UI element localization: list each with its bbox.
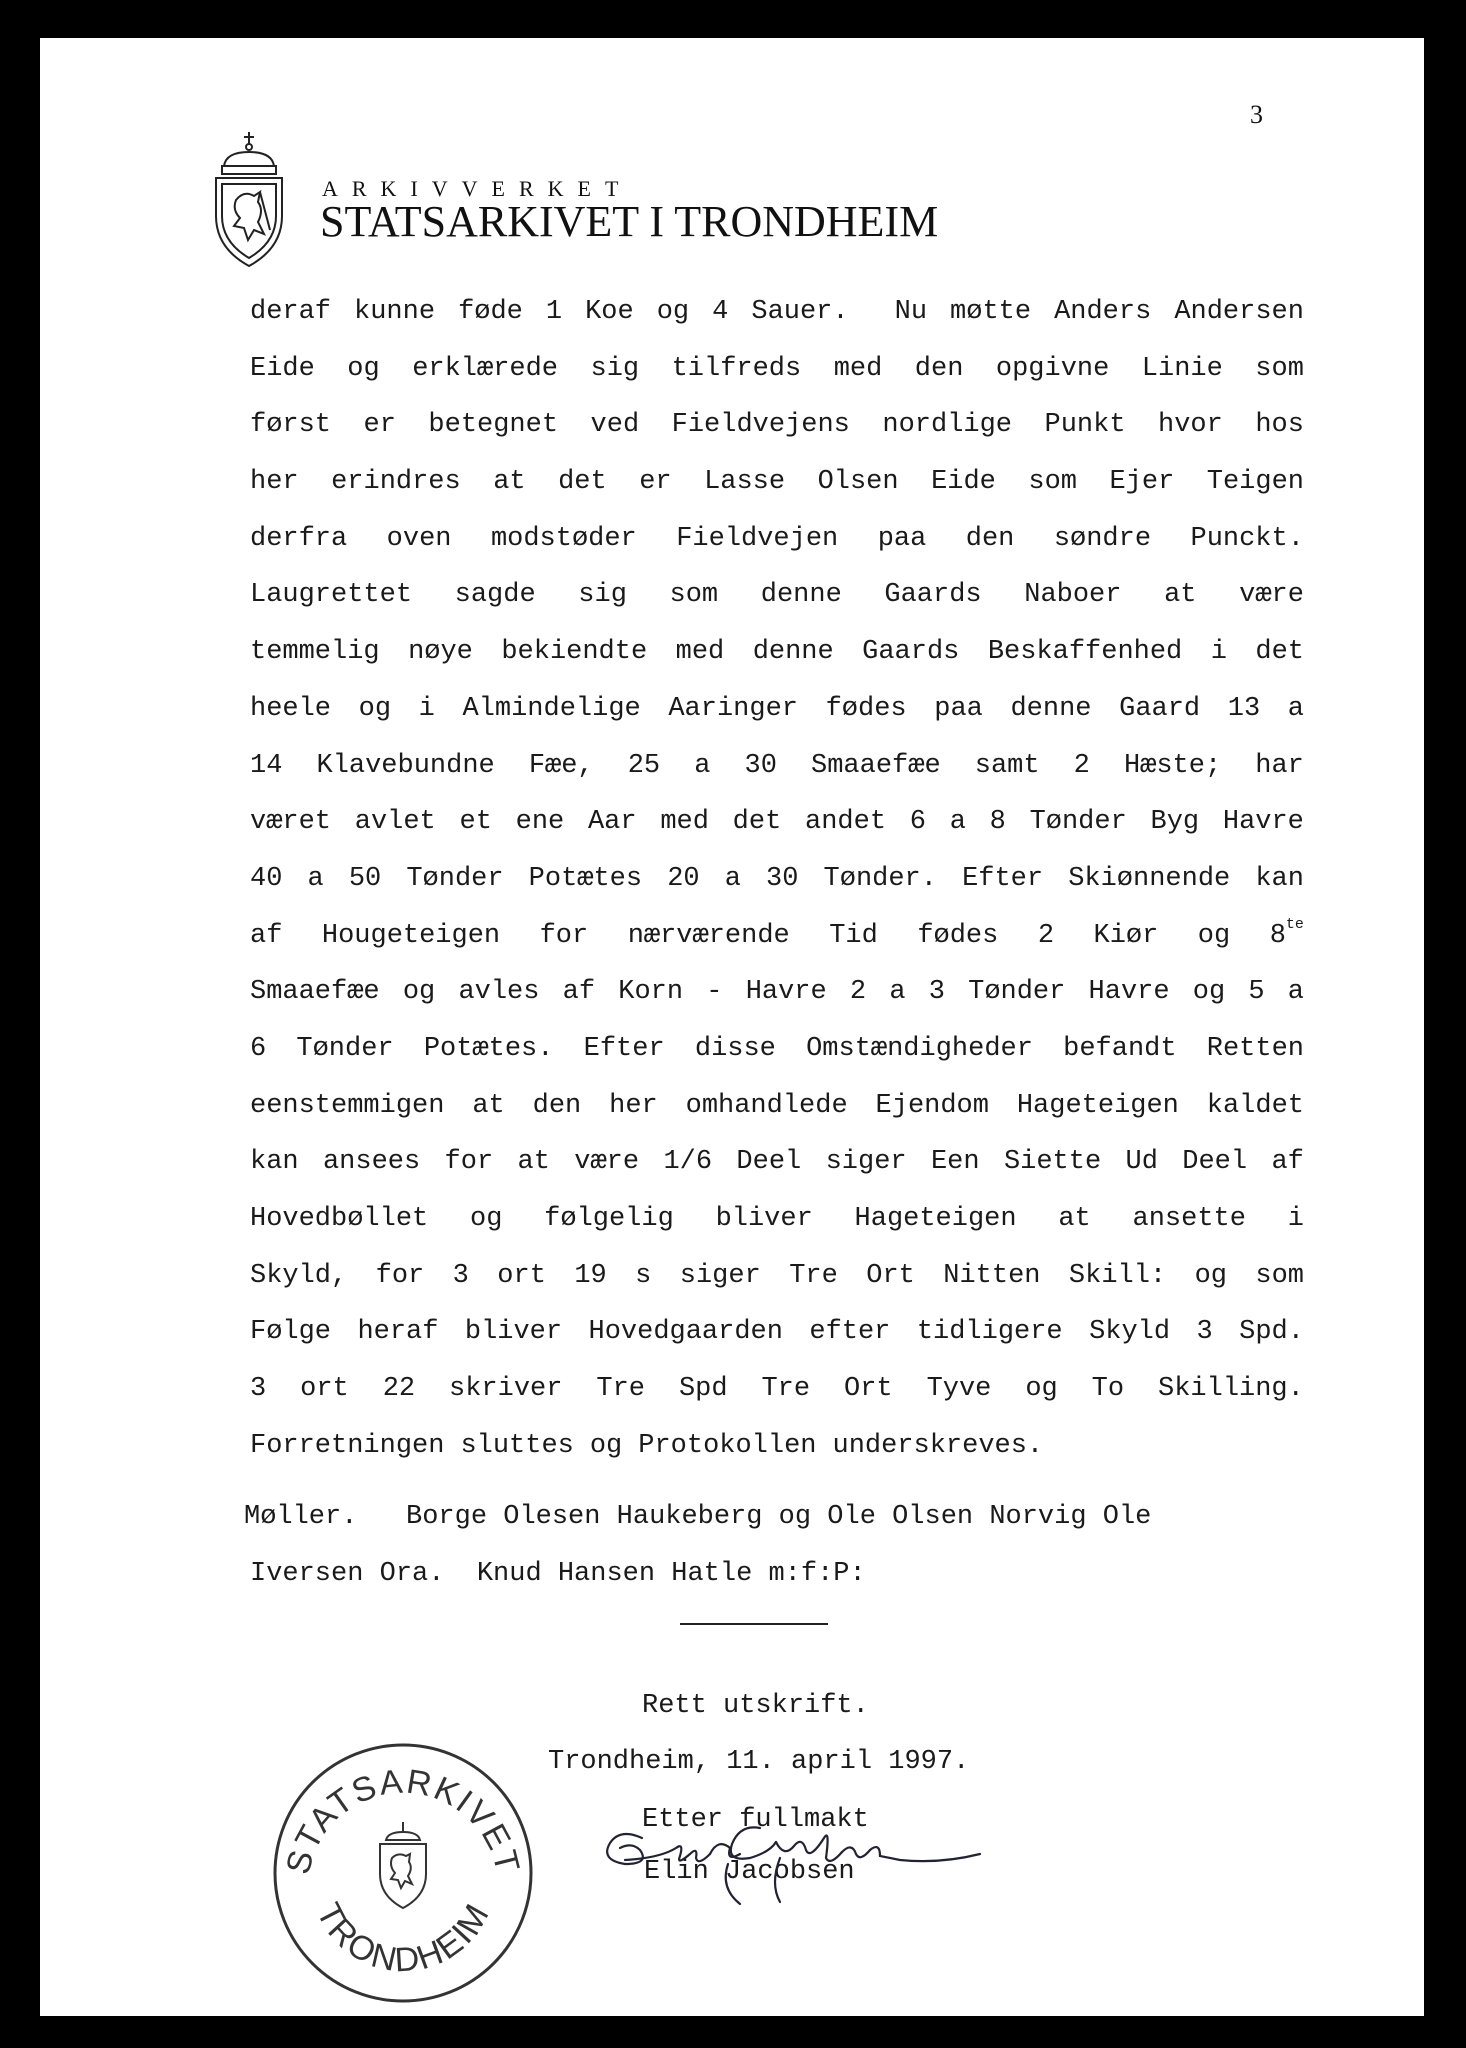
word: deraf [250,297,332,327]
word: Nitten [943,1260,1041,1291]
word: Skill: [1068,1260,1167,1291]
word: Aar [587,807,637,838]
word: som [1028,467,1077,498]
word: Forretningen [250,1430,445,1461]
word: her [609,1090,658,1121]
word: sagde [454,580,536,611]
word: først [250,410,332,441]
word: Havre [745,977,827,1008]
word: den [532,1090,582,1121]
word: Potætes. [423,1033,554,1064]
word: og [1192,977,1226,1008]
word: 2 [849,977,867,1008]
archive-stamp [268,1738,538,2008]
word: for [444,1147,494,1178]
word: siger [825,1147,907,1178]
word: at [493,467,526,498]
word: Smaaefæe [811,750,941,781]
word: et [459,807,492,838]
word: heraf [357,1317,439,1348]
word: efter [809,1317,891,1348]
word: Tønder [1029,807,1127,838]
word: Kiør [1093,920,1159,951]
word: denne [1010,693,1092,724]
word: a [1287,693,1304,724]
body-line-7 [250,624,1304,681]
word: og [1194,1260,1227,1291]
body-line-12 [250,908,1304,965]
word: kan [250,1147,299,1178]
word: tilfreds [671,353,802,384]
word: Koe [585,297,634,327]
word: sig [590,353,640,384]
word: Protokollen [638,1430,817,1461]
word: omhandlede [685,1090,848,1121]
body-line-19 [250,1304,1304,1361]
word: Tid [829,920,878,951]
word: avlet [354,807,436,838]
word: ort [497,1260,546,1291]
word: denne [760,580,842,611]
word: Deel [1182,1147,1248,1178]
word: nærværende [627,920,790,951]
word: Spd [678,1374,728,1405]
word: i [1210,637,1227,668]
word: Smaaefæe [250,977,380,1008]
word: Tønder [968,977,1066,1008]
word: 1 [545,297,563,327]
word: er [639,467,672,498]
word: heele [250,693,332,724]
word: Lasse [704,467,786,498]
word: fødes [825,693,907,724]
word: oven [386,523,452,554]
word: Gaards [862,637,960,668]
word: samt [974,750,1040,781]
word: a [694,750,711,781]
word: at [1058,1204,1091,1234]
word: Tre [789,1260,838,1291]
word: betegnet [428,410,559,441]
word: 30 [744,750,777,781]
word: a [1287,977,1304,1008]
word: Byg [1150,807,1200,838]
body-text [250,284,1304,1474]
word: Havre [1088,977,1170,1008]
word: bekiendte [501,637,648,668]
word: søndre [1053,523,1152,554]
word: a [307,863,324,894]
word: med [833,353,883,384]
body-line-21 [250,1418,1304,1475]
word: 3 [928,977,945,1008]
word: Laugrettet [250,580,413,611]
word: Fæe, [528,750,594,781]
word: Nu [894,297,928,327]
word: Ud [1125,1147,1158,1178]
body-line-3 [250,397,1304,454]
word: at [1164,580,1197,611]
word: kaldet [1206,1090,1304,1121]
word: med [660,807,709,838]
certification-authority: Etter fullmakt [642,1805,869,1835]
certification-signer-name: Elin Jacobsen [644,1857,855,1887]
word: To [1091,1374,1125,1405]
word: 22 [382,1374,416,1405]
word: andet [805,807,887,838]
word: af [1271,1147,1304,1178]
word: 2 [1073,750,1090,781]
word: 19 [574,1260,607,1291]
word: erindres [331,467,461,498]
body-line-18 [250,1248,1304,1305]
word: været [250,807,332,838]
word: 6 [250,1033,267,1064]
word: Ejendom [875,1090,989,1121]
word: Ejer [1109,467,1175,498]
word: det [1255,637,1304,668]
word: være [574,1147,640,1178]
word: hos [1255,410,1304,441]
word: følgelig [544,1204,674,1234]
word: Skiønnende [1068,863,1231,894]
word: Hovedgaarden [588,1317,783,1348]
body-line-4 [250,454,1304,511]
word: ansette [1132,1204,1246,1234]
word: ved [590,410,640,441]
word: Potætes [528,863,643,894]
word: og [402,977,436,1008]
word: Hovedbøllet [250,1204,429,1234]
word: i [418,693,435,724]
letterhead-organization: ARKIVVERKET [322,176,633,201]
word: Beskaffenhed [987,637,1183,668]
word: Deel [736,1147,802,1178]
word: af [250,920,283,951]
stamp-bottom-text: TRONDHEIM [308,1896,498,1980]
certification-place-date: Trondheim, 11. april 1997. [548,1747,970,1777]
word: Følge [250,1317,332,1348]
norwegian-coat-of-arms-icon [208,130,290,270]
body-line-9 [250,738,1304,795]
word: Eide [931,467,996,498]
body-line-14 [250,1021,1304,1078]
word: har [1255,750,1304,781]
word: Hageteigen [854,1204,1017,1234]
word: her [250,467,299,498]
word: af [562,977,596,1008]
word: Hæste; [1123,750,1222,781]
body-line-11 [250,851,1304,908]
word: Efter [962,863,1044,894]
word: Tre [761,1374,811,1405]
word: kunne [354,297,436,327]
word: Skilling. [1158,1374,1304,1405]
word: Fieldvejen [676,523,839,554]
word: Eide [250,353,315,384]
word: siger [679,1260,761,1291]
word: Punkt [1044,410,1126,441]
word: sluttes [460,1430,574,1461]
word: og [1197,920,1231,951]
word: 30 [766,863,799,894]
body-line-13 [250,964,1304,1021]
word: nøye [408,637,473,668]
word: Almindelige [462,693,641,724]
word: det [558,467,607,498]
word: 1/6 [663,1147,713,1178]
word: hvor [1158,410,1223,441]
stamp-crest-icon [380,1822,426,1908]
signers-line-1: Møller. Borge Olesen Haukeberg og Ole Olsen Norvig Ole [244,1502,1152,1532]
word: kan [1255,863,1304,894]
word: Sauer. [751,297,849,327]
word: 3 [250,1374,267,1405]
word: Efter [583,1033,665,1064]
word: Naboer [1024,580,1122,611]
word: 3 [1196,1317,1213,1348]
word: opgivne [995,353,1110,384]
word: derfra [250,523,348,554]
word: Tønder. [823,863,937,894]
word: 14 [250,750,283,781]
word: 40 [250,863,283,894]
word: ort [300,1374,349,1405]
word: nordlige [882,410,1013,441]
word: fødes [917,920,999,951]
word: Andersen [1174,297,1304,327]
word: være [1239,580,1304,611]
word: underskreves. [832,1430,1044,1461]
word: Tyve [926,1374,992,1405]
word: bliver [464,1317,563,1348]
word: temmelig [250,637,380,668]
word: for [375,1260,425,1291]
word: Havre [1222,807,1304,838]
word: Ort [844,1374,893,1405]
body-line-8 [250,681,1304,738]
document-page [40,38,1424,2016]
word: Skyld, [250,1260,348,1291]
word: Olsen [817,467,899,498]
word: Tre [596,1374,645,1405]
word: eenstemmigen [250,1090,445,1121]
word: $8^{te}$ [1269,915,1304,951]
word: Een [930,1147,980,1178]
word: 25 [627,750,661,781]
word: Linie [1141,353,1223,384]
word: a [889,977,906,1008]
divider-rule [680,1623,828,1625]
word: 6 [909,807,926,838]
body-line-2 [250,341,1304,398]
word: Fieldvejens [671,410,850,441]
word: Klavebundne [316,750,495,781]
word: og [347,353,380,384]
word: 13 [1227,693,1261,724]
body-line-10 [250,794,1304,851]
word: erklærede [412,353,559,384]
word: den [914,353,964,384]
word: modstøder [490,523,637,554]
word: Omstændigheder [806,1033,1033,1064]
word: Hageteigen [1016,1090,1179,1121]
word: ene [515,807,565,838]
word: Tønder [406,863,504,894]
word: avles [458,977,540,1008]
word: Ort [866,1260,915,1291]
word: for [539,920,589,951]
word: denne [752,637,834,668]
letterhead-archive-name: STATSARKIVET I TRONDHEIM [320,197,939,246]
body-line-16 [250,1134,1304,1191]
word: føde [458,297,523,327]
word: Aaringer [668,693,798,724]
word: sig [578,580,627,611]
word: og [470,1204,503,1234]
word: Spd. [1239,1317,1304,1348]
word: og [1025,1374,1058,1405]
word: Teigen [1206,467,1304,498]
word: bliver [715,1204,813,1234]
word: befandt [1063,1033,1177,1064]
word: Siette [1003,1147,1102,1178]
word: at [517,1147,550,1178]
word: Punckt. [1190,523,1304,554]
page-number: 3 [1250,100,1263,129]
handwritten-signature [580,1798,1020,1908]
body-line-20 [250,1361,1304,1418]
word: Gaard [1119,693,1201,724]
word: at [472,1090,505,1121]
word: den [965,523,1015,554]
word: Tønder [296,1033,394,1064]
word: og [358,693,392,724]
word: 2 [1037,920,1055,951]
word: Hougeteigen [321,920,501,951]
word: i [1287,1204,1304,1234]
word: paa [877,523,927,554]
word: Gaards [884,580,982,611]
word: paa [934,693,983,724]
word: som [669,580,719,611]
word: og [656,297,690,327]
word: Skyld [1089,1317,1171,1348]
word: er [363,410,396,441]
word: s [635,1260,652,1291]
word: med [675,637,725,668]
word: 4 [712,297,729,327]
word: og [589,1430,623,1461]
word: a [724,863,741,894]
word: tidligere [916,1317,1063,1348]
superscript: te [1285,915,1304,933]
word: ansees [322,1147,421,1178]
body-line-15 [250,1078,1304,1135]
word: som [1255,1260,1304,1291]
word: disse [694,1033,776,1064]
word: - [706,977,723,1008]
body-line-1 [250,284,1304,341]
word: 20 [667,863,700,894]
word: 50 [348,863,382,894]
word: a [949,807,966,838]
word: det [732,807,782,838]
word: Korn [618,977,684,1008]
certification-true-copy: Rett utskrift. [642,1691,869,1721]
word: Retten [1206,1033,1304,1064]
body-line-5 [250,511,1304,568]
signers-line-2: Iversen Ora. Knud Hansen Hatle m:f:P: [250,1559,866,1589]
body-line-6 [250,567,1304,624]
word: som [1255,353,1304,384]
body-line-17 [250,1191,1304,1248]
word: 3 [452,1260,469,1291]
word: møtte [950,297,1032,327]
word: 8 [989,807,1006,838]
word: Anders [1054,297,1152,327]
word: skriver [449,1374,563,1405]
stamp-top-text: STATSARKIVET [278,1762,528,1879]
word: 5 [1248,977,1265,1008]
